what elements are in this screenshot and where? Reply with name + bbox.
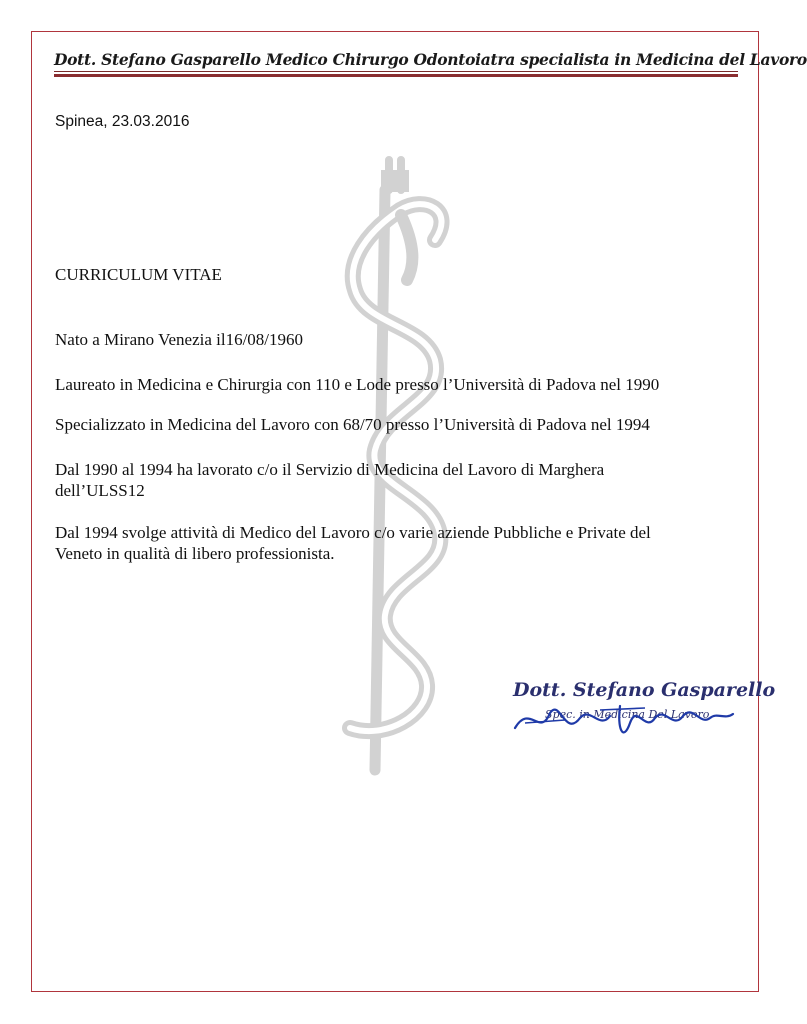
letterhead-rule-thin bbox=[54, 71, 738, 72]
paragraph-line: Laureato in Medicina e Chirurgia con 110 e Lode presso l’Università di Padova nel 1990 bbox=[55, 375, 660, 394]
paragraph-line: Nato a Mirano Venezia il16/08/1960 bbox=[55, 330, 304, 349]
paragraph-line: Dal 1990 al 1994 ha lavorato c/o il Servizio di Medicina del Lavoro di Marghera bbox=[55, 460, 605, 479]
paragraph-line: Dal 1994 svolge attività di Medico del Lavoro c/o varie aziende Pubbliche e Private del bbox=[55, 523, 651, 542]
paragraph-work-1990 bbox=[55, 459, 604, 501]
paragraph-birth bbox=[55, 329, 303, 350]
letterhead-title: Dott. Stefano Gasparello Medico Chirurgo Odontoiatra specialista in Medicina del Lavoro bbox=[54, 50, 807, 69]
paragraph-line: Specializzato in Medicina del Lavoro con 68/70 presso l’Università di Padova nel 1994 bbox=[55, 415, 650, 434]
document-title: CURRICULUM VITAE bbox=[55, 265, 222, 284]
paragraph-specialization bbox=[55, 414, 650, 435]
paragraph-work-1994 bbox=[55, 522, 651, 564]
paragraph-line: Veneto in qualità di libero professionista. bbox=[55, 544, 335, 563]
paragraph-degree bbox=[55, 374, 659, 395]
paragraph-line: dell’ULSS12 bbox=[55, 481, 145, 500]
letterhead-rule-thick bbox=[54, 74, 738, 77]
place-date: Spinea, 23.03.2016 bbox=[55, 113, 190, 130]
signature-name: Dott. Stefano Gasparello bbox=[513, 679, 776, 701]
signature-subtitle: Spec. in Medicina Del Lavoro bbox=[545, 708, 710, 721]
signature-stamp bbox=[505, 668, 776, 750]
